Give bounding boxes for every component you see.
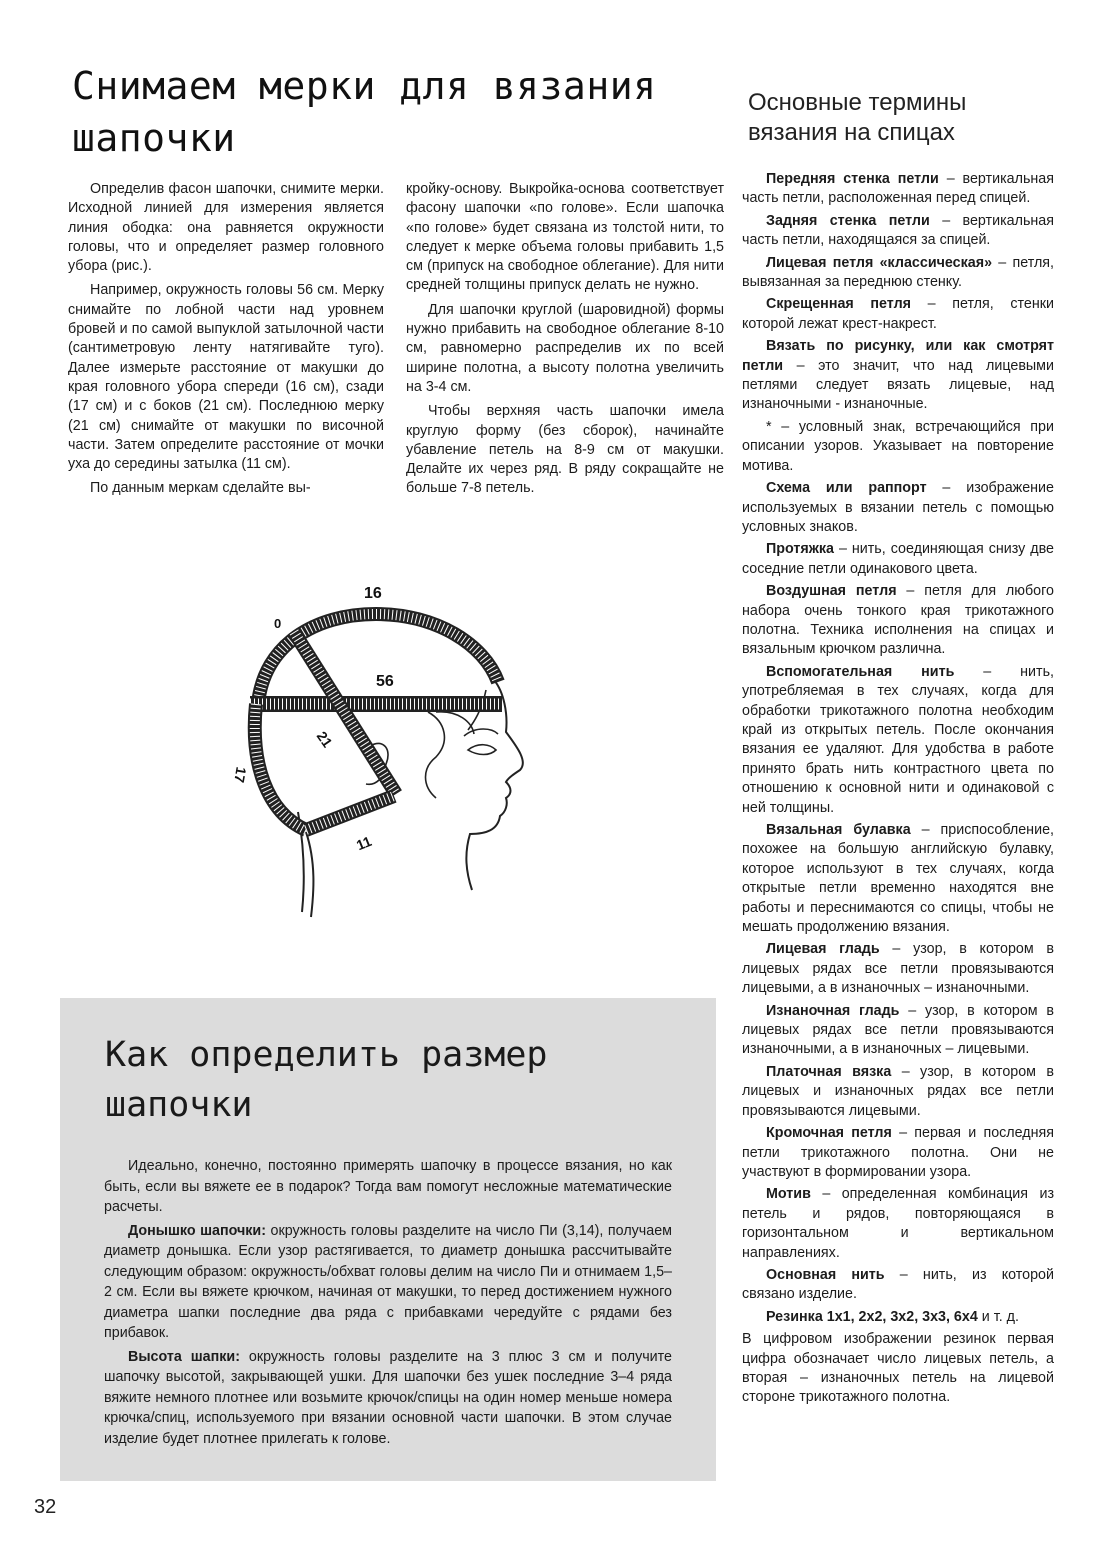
measure-column-1	[68, 180, 384, 504]
measure-paragraph: Определив фасон шапочки, снимите мерки. Исходной линией для измерения является линия ободка: она равняется окружности головы, что и определяет размер головного убора (рис.).	[68, 181, 384, 275]
head-neck-outline	[306, 832, 313, 917]
terms-list	[742, 170, 1054, 1411]
term-entry	[742, 1063, 1054, 1121]
label-top: 16	[364, 585, 382, 602]
term-entry	[742, 1185, 1054, 1263]
term-name: Скрещенная петля	[766, 296, 912, 313]
term-name: Кромочная петля	[766, 1125, 892, 1142]
main-title: Снимаем мерки для вязания шапочки	[72, 64, 657, 160]
box-text	[104, 1156, 672, 1452]
term-entry	[742, 1308, 1054, 1327]
term-name: Резинка 1х1, 2х2, 3х2, 3х3, 6х4	[766, 1308, 978, 1325]
term-name: Вязальная булавка	[766, 822, 911, 838]
box-text-height: окружность головы разделите на 3 плюс 3 см и получите шапочку высотой, закрывающей ушки. Для шапочки без ушек последние 3–4 ряда вяжите немного плотнее или возьмите крючок/спицы на один номер меньше номера крючка/спиц, используемого при вязании основной части шапочки. В этом случае изделие будет плотнее прилегать к голове.	[104, 1348, 672, 1447]
term-entry	[742, 254, 1054, 293]
term-name: Вязать по рисунку, или как смотрят петли	[742, 338, 1054, 374]
term-name: Платочная вязка	[766, 1063, 892, 1080]
head-measurement-figure	[231, 572, 566, 942]
term-definition: – петля, вывязанная за переднюю стенку.	[742, 254, 1054, 291]
term-definition: – вертикальная часть петли, находящаяся за спицей.	[742, 212, 1054, 249]
term-definition: и т. д.	[977, 1308, 1019, 1325]
term-name: Схема или раппорт	[766, 480, 927, 497]
term-definition: – нить, соединяющая снизу две соседние петли одинакового цвета.	[742, 541, 1054, 577]
term-entry	[742, 1266, 1054, 1305]
term-definition: – приспособление, похожее на большую английскую булавку, которое используют в тех случаях, когда открытые петли временно находятся вне работы и переснимаются со спицы, чтобы не мешать продолжению вязания.	[742, 822, 1054, 936]
measure-column-2	[406, 180, 724, 504]
term-entry	[742, 821, 1054, 937]
tape-dome-inner	[258, 614, 498, 704]
term-name: Изнаночная гладь	[766, 1002, 900, 1019]
measure-paragraph: По данным меркам сделайте вы-	[90, 480, 311, 497]
box-term-height: Высота шапки:	[128, 1348, 240, 1365]
terms-final-paragraph: В цифровом изображении резинок первая цифра обозначает число лицевых петель, а вторая – изнаночных петель на лицевой стороне трикотажного полотна.	[742, 1331, 1054, 1406]
term-name: *	[766, 418, 772, 435]
term-entry	[742, 418, 1054, 476]
term-name: Передняя стенка петли	[766, 171, 939, 187]
term-definition: – определенная комбинация из петель и рядов, повторяющаяся в горизонтальном и вертикальном направлениях.	[742, 1186, 1054, 1261]
label-neck: 11	[353, 832, 374, 854]
term-entry	[742, 295, 1054, 334]
measure-paragraph: кройку-основу. Выкройка-основа соответствует фасону шапочки «по голове». Если шапочка «по голове» будет связана из толстой нити, то следует к мерке объема головы прибавить 1,5 см (припуск на свободное облегание). Для нити средней толщины припуск делать не нужно.	[406, 181, 724, 294]
term-entry	[742, 1124, 1054, 1182]
term-definition: – первая и последняя петли трикотажного полотна. Они не участвуют в формировании узора.	[742, 1125, 1054, 1180]
term-definition: – нить, из которой связано изделие.	[742, 1266, 1054, 1303]
term-name: Мотив	[766, 1186, 811, 1203]
term-entry	[742, 479, 1054, 537]
term-definition: – это значит, что над лицевыми петлями следует вязать лицевые, над изнаночными - изнаночные.	[742, 357, 1054, 413]
page-number: 32	[34, 1496, 57, 1518]
measure-paragraph: Например, окружность головы 56 см. Мерку снимайте по лобной части над уровнем бровей и по самой выпуклой затылочной части (сантиметровую ленту натягивайте туго). Далее измерьте расстояние от макушки до края головного убора спереди (16 см), сзади (17 см) и с боков (21 см). Последнюю мерку (21 см) снимайте от макушки по височной части. Затем определите расстояние от мочки уха до середины затылка (11 см).	[68, 282, 384, 473]
term-entry	[742, 582, 1054, 660]
term-entry	[742, 212, 1054, 251]
term-definition: – узор, в котором в лицевых и изнаночных рядах все петли провязываются лицевыми.	[742, 1063, 1055, 1119]
term-entry	[742, 540, 1054, 579]
label-band: 56	[376, 673, 394, 690]
term-definition: – изображение используемых в вязании петель с помощью условных знаков.	[742, 480, 1054, 535]
box-paragraph-height	[104, 1347, 672, 1450]
term-name: Протяжка	[766, 541, 834, 558]
measure-paragraph: Чтобы верхняя часть шапочки имела круглую форму (без сборок), начинайте убавление петель на 8-9 см от макушки. Делайте их через ряд. В ряду сокращайте не больше 7-8 петель.	[406, 403, 724, 497]
label-back: 17	[231, 765, 250, 784]
term-name: Вспомогательная нить	[766, 663, 955, 680]
term-definition: – нить, употребляемая в тех случаях, когда для обработки трикотажного полотна необходим край из открытых петель. После окончания вязания ее удаляют. Для удобства в работе принято брать нить контрастного цвета по отношению к основной нити и одинаковой с ней толщины.	[742, 663, 1054, 816]
term-name: Лицевая гладь	[766, 941, 880, 958]
term-entry	[742, 663, 1054, 818]
term-definition: – узор, в котором в лицевых рядах все петли провязываются изнаночными, а в изнаночных – лицевыми.	[742, 1002, 1054, 1058]
terms-title: Основные термины вязания на спицах	[748, 89, 967, 146]
tape-back-inner	[255, 704, 306, 830]
term-definition: – петля для любого набора очень тонкого края трикотажного полотна. Техника исполнения на спицах и вязальным крючком различна.	[742, 583, 1054, 658]
label-zero: 0	[274, 616, 282, 631]
eyebrow	[464, 729, 498, 736]
box-text-bottom: окружность головы разделите на число Пи (3,14), получаем диаметр донышка. Если узор растягивается, то диаметр донышка рассчитывайте следующим образом: окружность/обхват головы делим на число Пи и отнимаем 1,5–2 см. Если вы вяжете крючком, начиная от макушки, то перед достижением нужного диаметра шапки последние два ряда с прибавками чередуйте с рядами без прибавок.	[104, 1222, 672, 1341]
box-term-bottom: Донышко шапочки:	[128, 1222, 266, 1239]
box-paragraph-bottom	[104, 1221, 672, 1344]
term-name: Задняя стенка петли	[766, 212, 930, 229]
box-intro: Идеально, конечно, постоянно примерять шапочку в процессе вязания, но как быть, если вы вяжете ее в подарок? Тогда вам помогут несложные математические расчеты.	[104, 1158, 672, 1215]
term-definition: – вертикальная часть петли, расположенная перед спицей.	[742, 171, 1054, 207]
term-definition: – условный знак, встречающийся при описании узоров. Указывает на повторение мотива.	[742, 418, 1054, 474]
term-entry	[742, 170, 1054, 209]
term-entry	[742, 940, 1054, 998]
term-name: Воздушная петля	[766, 583, 897, 600]
term-entry	[742, 1002, 1054, 1060]
tape-dome	[258, 614, 498, 704]
hair-wave	[436, 712, 474, 734]
term-name: Лицевая петля «классическая»	[766, 254, 993, 271]
term-name: Основная нить	[766, 1266, 885, 1283]
box-title: Как определить размер шапочки	[105, 1035, 548, 1125]
label-side: 21	[313, 728, 336, 751]
hair-wave	[426, 712, 445, 798]
term-definition: – петля, стенки которой лежат крест-накрест.	[742, 296, 1054, 332]
term-entry	[742, 337, 1054, 415]
term-definition: – узор, в котором в лицевых рядах все петли провязываются лицевыми, а в изнаночных – изнаночными.	[742, 941, 1054, 997]
measure-paragraph: Для шапочки круглой (шаровидной) формы нужно прибавить на свободное облегание 8-10 см, равномерно распределив их по всей ширине полотна, а высоту полотна увеличить на 3-4 см.	[406, 301, 724, 395]
eye	[468, 745, 496, 755]
